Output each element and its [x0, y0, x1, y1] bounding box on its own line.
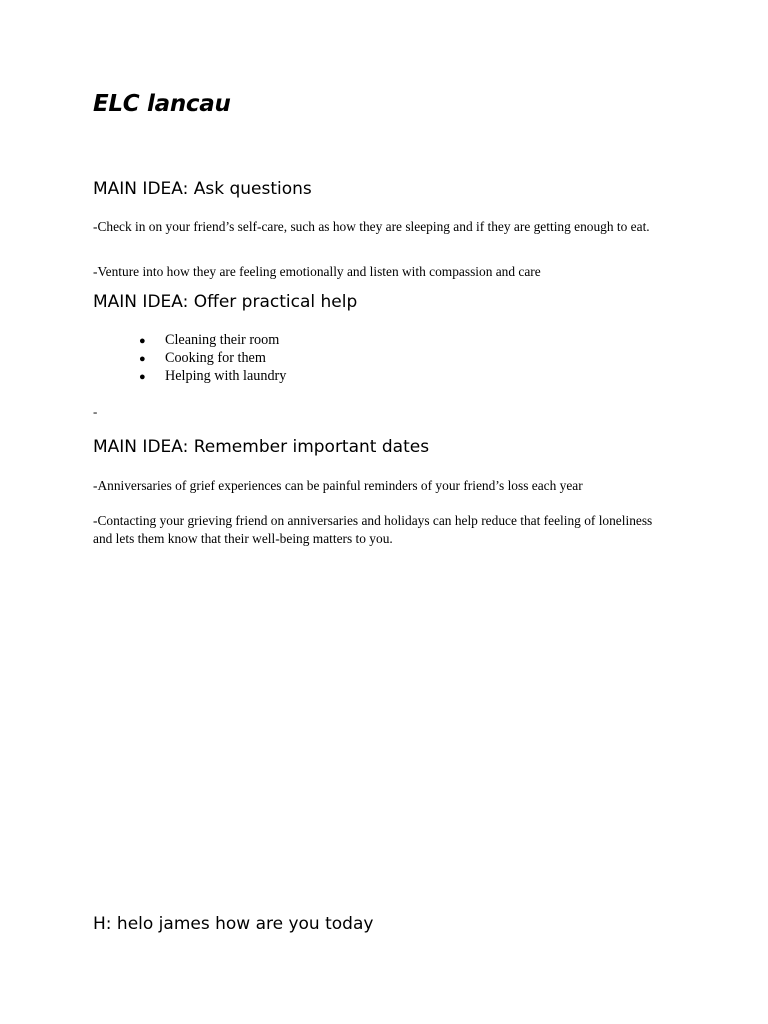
- bullet-icon: ●: [139, 353, 146, 365]
- list-item: [139, 332, 286, 350]
- practical-help-list: [139, 332, 286, 386]
- paragraph-self-care: -Check in on your friend’s self-care, such as how they are sleeping and if they are getting enough to eat.: [93, 219, 650, 234]
- bullet-icon: ●: [139, 335, 146, 347]
- document-title: ELC lancau: [93, 91, 231, 117]
- trailing-dash: -: [93, 404, 98, 419]
- section-heading-practical-help: MAIN IDEA: Offer practical help: [93, 292, 358, 312]
- paragraph-emotional-check: -Venture into how they are feeling emotionally and listen with compassion and care: [93, 264, 541, 279]
- footer-line: H: helo james how are you today: [93, 914, 374, 934]
- list-item: [139, 350, 286, 368]
- paragraph-anniversaries: -Anniversaries of grief experiences can be painful reminders of your friend’s loss each year: [93, 478, 583, 493]
- section-heading-ask-questions: MAIN IDEA: Ask questions: [93, 179, 312, 199]
- section-heading-important-dates: MAIN IDEA: Remember important dates: [93, 437, 430, 457]
- list-item-text: Helping with laundry: [165, 368, 287, 384]
- list-item-text: Cleaning their room: [165, 332, 280, 348]
- list-item: [139, 368, 286, 386]
- list-item-text: Cooking for them: [165, 350, 266, 366]
- bullet-icon: ●: [139, 371, 146, 383]
- paragraph-contacting-friend: -Contacting your grieving friend on anniversaries and holidays can help reduce that feeling of loneliness and lets them know that their well-being matters to you.: [93, 513, 653, 546]
